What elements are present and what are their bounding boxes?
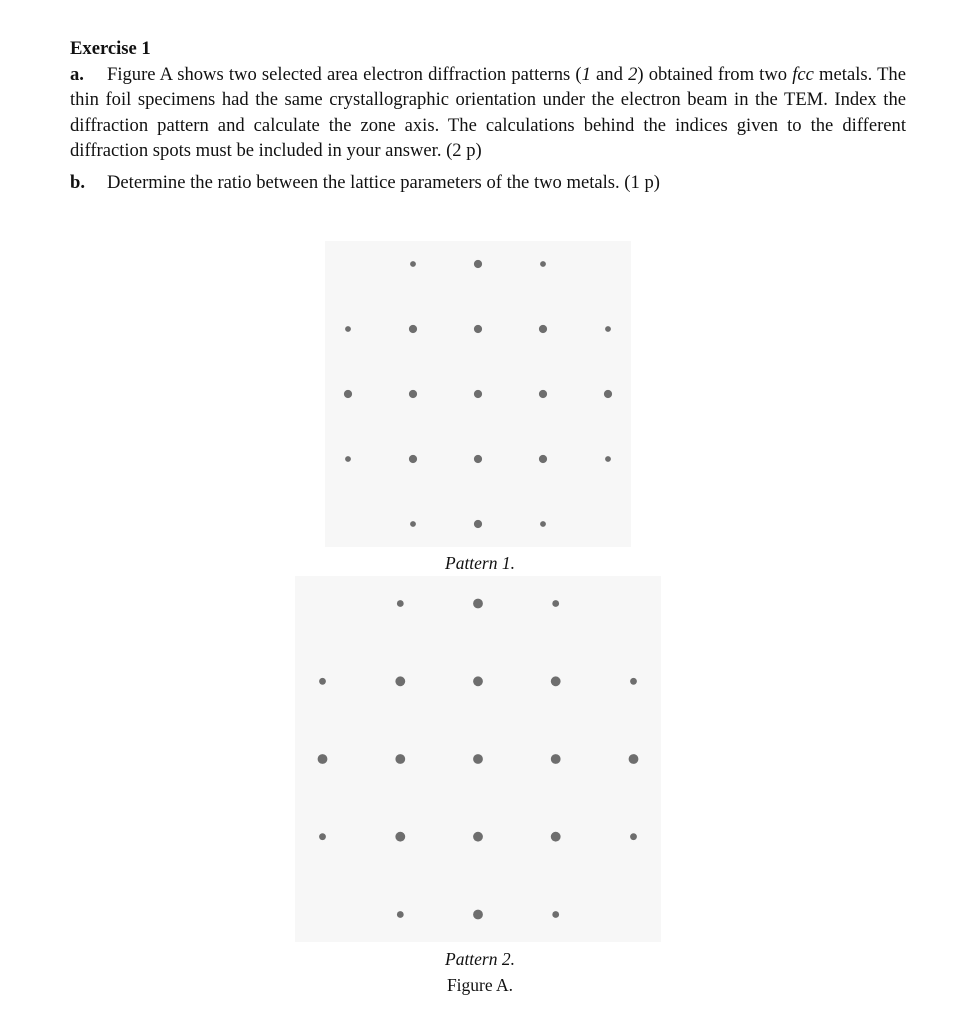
pattern-1-spot <box>539 390 547 398</box>
pattern-1-spot <box>345 456 351 462</box>
part-a-text-3: ) obtained from two <box>637 64 793 86</box>
pattern-2-spot <box>395 832 405 842</box>
figure-a-caption: Figure A. <box>446 975 514 995</box>
part-b-paragraph <box>70 170 906 195</box>
exercise-text <box>70 36 906 195</box>
diffraction-pattern-2 <box>295 576 661 942</box>
pattern-1-spot <box>410 261 416 267</box>
pattern-2-spot <box>551 832 561 842</box>
pattern-1-spot <box>409 455 417 463</box>
pattern-2-spot <box>473 754 483 764</box>
pattern-2-spot <box>551 676 561 686</box>
pattern-1-spot <box>539 455 547 463</box>
pattern-2-spot <box>397 600 404 607</box>
part-b-text: Determine the ratio between the lattice parameters of the two metals. (1 p) <box>107 172 660 194</box>
diffraction-pattern-1 <box>325 241 631 547</box>
fcc-term: fcc <box>792 64 814 86</box>
part-a-text-2: and <box>590 64 629 86</box>
pattern-2-spot <box>473 676 483 686</box>
part-a-text-1: Figure A shows two selected area electron diffraction patterns ( <box>107 64 582 86</box>
pattern-1-spot <box>410 521 416 527</box>
pattern-2-caption: Pattern 2. <box>445 949 515 969</box>
pattern-1-spot <box>344 390 352 398</box>
part-a-text-4: metals. The thin foil specimens had the same crystallographic orientation under the electron beam in the TEM. Index the diffraction pattern and calculate the zone axis. The calculations behind the indices given to the different diffraction spots must be included in your answer. (2 p) <box>70 64 906 161</box>
part-a-paragraph <box>70 62 906 163</box>
pattern-1-spot <box>605 456 611 462</box>
pattern-1-spot <box>540 521 546 527</box>
pattern-1-spot <box>474 325 482 333</box>
pattern-1-spot <box>604 390 612 398</box>
pattern-2-ref: 2 <box>628 64 638 86</box>
part-b-label: b. <box>70 172 85 194</box>
pattern-1-ref: 1 <box>581 64 591 86</box>
pattern-2-spot <box>473 599 483 609</box>
pattern-2-spot <box>551 754 561 764</box>
pattern-2-spot <box>552 600 559 607</box>
pattern-2-spot <box>397 911 404 918</box>
pattern-2-spot <box>630 678 637 685</box>
part-a-label: a. <box>70 64 84 86</box>
pattern-2-spot <box>473 832 483 842</box>
pattern-2-spot <box>552 911 559 918</box>
pattern-2-spot <box>319 833 326 840</box>
pattern-2-spot <box>395 676 405 686</box>
diffraction-pattern-2-svg <box>295 576 661 942</box>
pattern-1-spot <box>474 390 482 398</box>
pattern-2-spot <box>473 910 483 920</box>
pattern-1-spot <box>539 325 547 333</box>
pattern-1-spot <box>474 260 482 268</box>
pattern-2-spot <box>395 754 405 764</box>
pattern-1-spot <box>605 326 611 332</box>
pattern-1-spot <box>474 520 482 528</box>
pattern-1-spot <box>474 455 482 463</box>
pattern-2-spot <box>630 833 637 840</box>
pattern-2-spot <box>319 678 326 685</box>
pattern-1-spot <box>409 390 417 398</box>
pattern-2-spot <box>318 754 328 764</box>
pattern-1-spot <box>540 261 546 267</box>
exercise-title: Exercise 1 <box>70 38 151 59</box>
pattern-2-spot <box>629 754 639 764</box>
diffraction-pattern-1-svg <box>325 241 631 547</box>
pattern-1-spot <box>409 325 417 333</box>
pattern-1-spot <box>345 326 351 332</box>
pattern-1-caption: Pattern 1. <box>445 553 515 573</box>
